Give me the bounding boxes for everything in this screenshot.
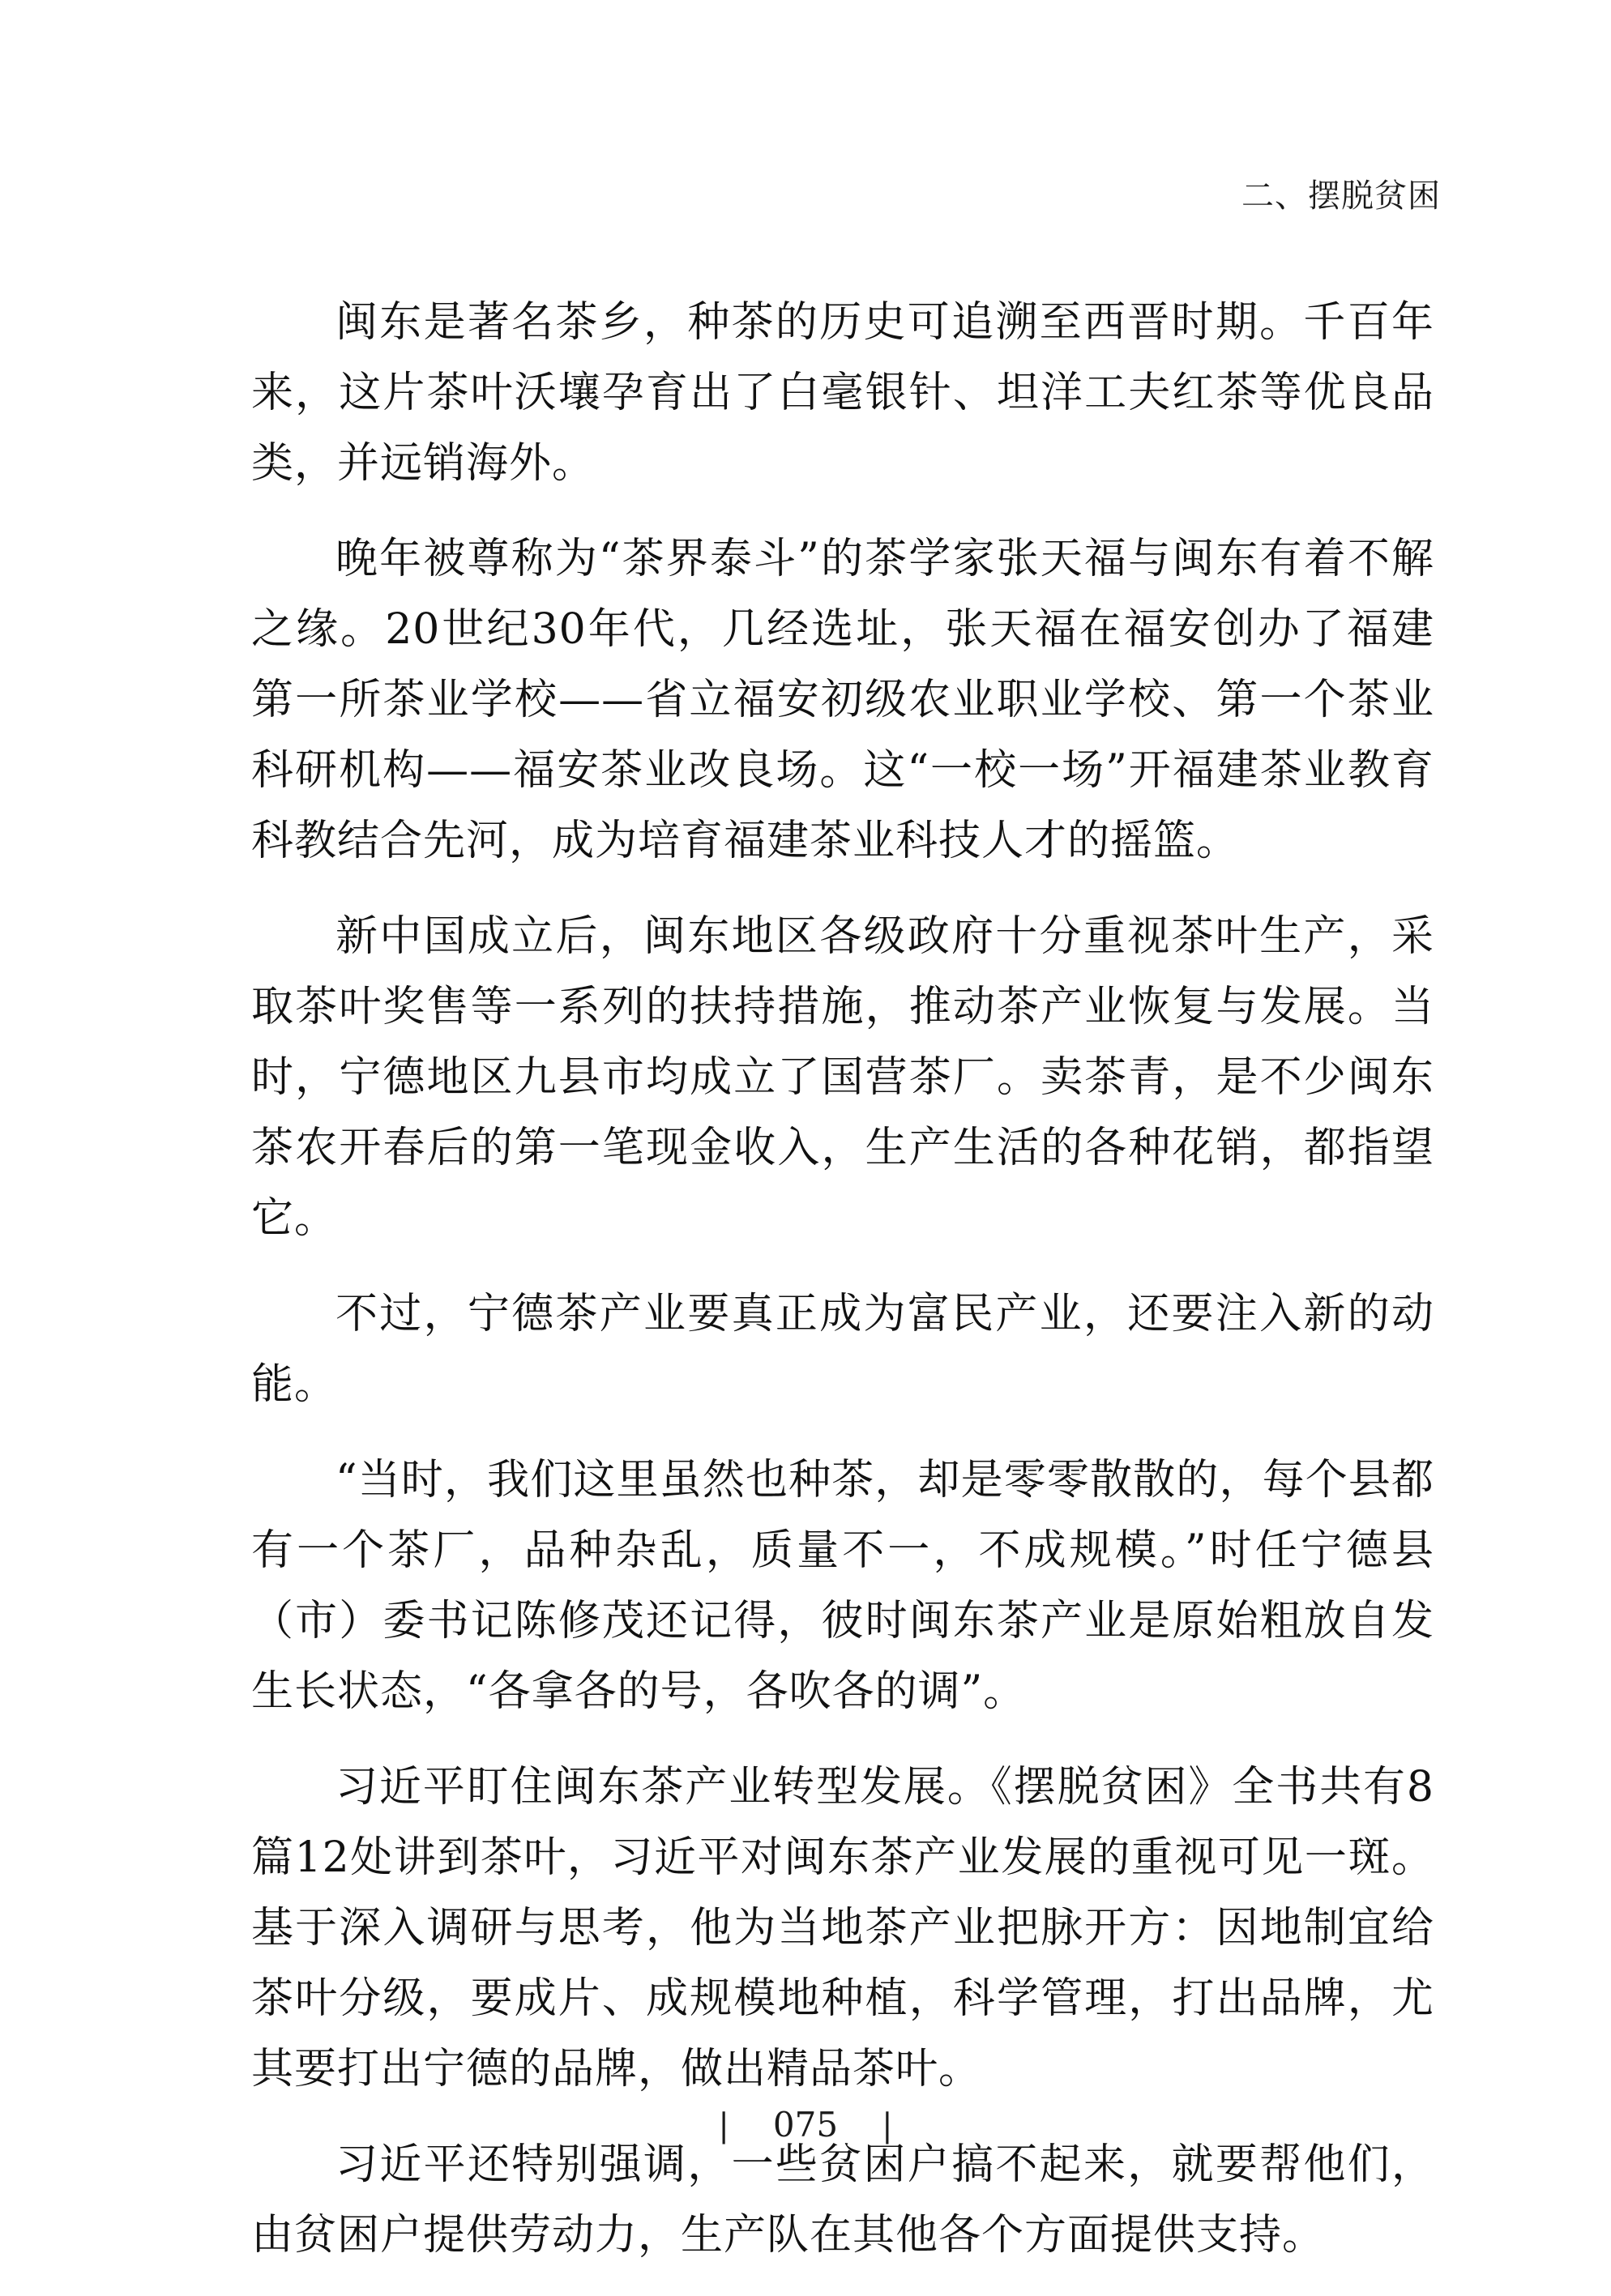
footer-bar-left: | [718, 2107, 729, 2144]
footer-bar-right: | [882, 2107, 893, 2144]
running-header: 二、摆脱贫困 [1241, 177, 1441, 215]
paragraph-7: 习近平还特别强调，一些贫困户搞不起来，就要帮他们，由贫困户提供劳动力，生产队在其他各个方面提供支持。 [251, 2140, 1434, 2260]
paragraph-3: 新中国成立后，闽东地区各级政府十分重视茶叶生产，采取茶叶奖售等一系列的扶持措施，推动茶产业恢复与发展。当时，宁德地区九县市均成立了国营茶厂。卖茶青，是不少闽东茶农开春后的第一笔现金收入，生产生活的各种花销，都指望它。 [251, 912, 1434, 1243]
paragraph-4: 不过，宁德茶产业要真正成为富民产业，还要注入新的动能。 [251, 1290, 1434, 1409]
paragraph-6: 习近平盯住闽东茶产业转型发展。《摆脱贫困》全书共有8篇12处讲到茶叶，习近平对闽东茶产业发展的重视可见一斑。基于深入调研与思考，他为当地茶产业把脉开方：因地制宜给茶叶分级，要成片、成规模地种植，科学管理，打出品牌，尤其要打出宁德的品牌，做出精品茶叶。 [251, 1763, 1434, 2093]
page-footer [0, 2105, 1611, 2144]
paragraph-5: “当时，我们这里虽然也种茶，却是零零散散的，每个县都有一个茶厂，品种杂乱，质量不一，不成规模。”时任宁德县（市）委书记陈修茂还记得，彼时闽东茶产业是原始粗放自发生长状态，“各拿各的号，各吹各的调”。 [251, 1456, 1434, 1716]
paragraph-2: 晚年被尊称为“茶界泰斗”的茶学家张天福与闽东有着不解之缘。20世纪30年代，几经选址，张天福在福安创办了福建第一所茶业学校——省立福安初级农业职业学校、第一个茶业科研机构——福安茶业改良场。这“一校一场”开福建茶业教育科教结合先河，成为培育福建茶业科技人才的摇篮。 [251, 535, 1434, 865]
body-text [251, 288, 1434, 2296]
paragraph-1: 闽东是著名茶乡，种茶的历史可追溯至西晋时期。千百年来，这片茶叶沃壤孕育出了白毫银针、坦洋工夫红茶等优良品类，并远销海外。 [251, 298, 1434, 488]
page-number: 075 [772, 2105, 839, 2144]
